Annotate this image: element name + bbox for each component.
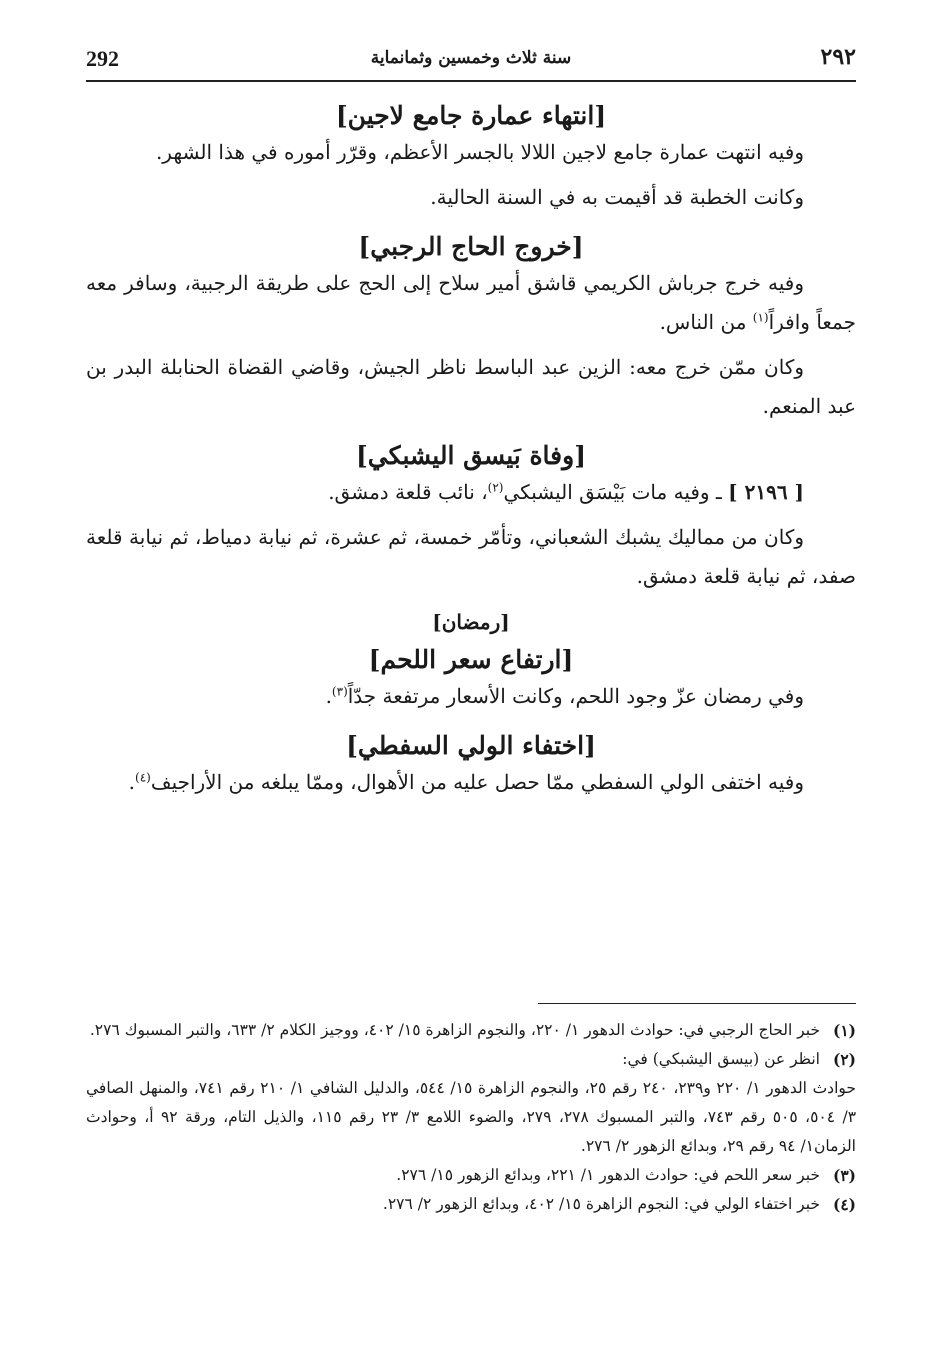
paragraph: وفيه اختفى الولي السفطي ممّا حصل عليه من الأهوال، وممّا يبلغه من الأراجيف$^{(٤)}$. bbox=[128, 770, 804, 794]
page-header bbox=[86, 44, 856, 80]
paragraph: وفيه خرج جرباش الكريمي قاشق أمير سلاح إلى الحج على طريقة الرجبية، وسافر معه جمعاً وافراً$^{(١)}$ من الناس. bbox=[86, 271, 856, 334]
running-title: سنة ثلاث وخمسين وثمانماية bbox=[370, 48, 572, 68]
footnote-text: انظر عن (بيسق اليشبكي) في: bbox=[622, 1050, 820, 1068]
footnotes bbox=[86, 1016, 856, 1219]
footnote-2 bbox=[86, 1045, 856, 1074]
section-heading-baysaq-death: [وفاة بَيسق اليشبكي] bbox=[355, 441, 587, 470]
month-heading-ramadan: [رمضان] bbox=[432, 610, 510, 634]
footnote-ref[interactable]: (٤) bbox=[135, 770, 151, 785]
footnote-text: خبر سعر اللحم في: حوادث الدهور ١/ ٢٢١، وبدائع الزهور ١٥/ ٢٧٦. bbox=[396, 1166, 820, 1184]
footnote-number: (٢) bbox=[832, 1050, 856, 1069]
section-heading-saftee-disappearance: [اختفاء الولي السفطي] bbox=[346, 731, 596, 760]
page-number-arabic: ٢٩٢ bbox=[820, 44, 856, 70]
footnote-rule bbox=[538, 1003, 856, 1004]
header-rule bbox=[86, 80, 856, 82]
section-heading-meat-price: [ارتفاع سعر اللحم] bbox=[368, 645, 574, 674]
footnote-ref[interactable]: (١) bbox=[752, 310, 769, 325]
paragraph: وكان من مماليك يشبك الشعباني، وتأمّر خمسة، ثم عشرة، ثم نيابة دمياط، ثم نيابة قلعة صفد، ثم نيابة قلعة دمشق. bbox=[86, 525, 856, 588]
paragraph: وفي رمضان عزّ وجود اللحم، وكانت الأسعار مرتفعة جدّاً$^{(٣)}$. bbox=[325, 684, 804, 708]
paragraph: وفيه انتهت عمارة جامع لاجين اللالا بالجسر الأعظم، وقرّر أموره في هذا الشهر. bbox=[155, 140, 804, 164]
footnote-ref[interactable]: (٣) bbox=[331, 684, 348, 699]
paragraph: [ ٢١٩٦ ] ـ وفيه مات بَيْسَق اليشبكي$^{(٢)}$، نائب قلعة دمشق. bbox=[328, 480, 804, 504]
footnote-4 bbox=[86, 1190, 856, 1219]
footnote-text: خبر اختفاء الولي في: النجوم الزاهرة ١٥/ ٤٠٢، وبدائع الزهور ٢/ ٢٧٦. bbox=[382, 1195, 820, 1213]
section-heading-lajin-mosque: [انتهاء عمارة جامع لاجين] bbox=[335, 101, 607, 130]
footnote-3 bbox=[86, 1161, 856, 1190]
paragraph: وكان ممّن خرج معه: الزين عبد الباسط ناظر الجيش، وقاضي القضاة الحنابلة البدر بن عبد المنعم. bbox=[86, 355, 856, 418]
footnote-2-continuation: حوادث الدهور ١/ ٢٢٠ و٢٣٩، ٢٤٠ رقم ٢٥، والنجوم الزاهرة ١٥/ ٥٤٤، والدليل الشافي ١/ ٢١٠ رقم ٧٤١، والمنهل الصافي ٣/ ٥٠٤، ٥٠٥ رقم ٧٤٣، والتبر المسبوك ٢٧٨، ٢٧٩، والضوء اللامع ٣/ ٢٣ رقم ١١٥، والذيل التام، ورقة ٩٢ أ، وحوادث الزمان١/ ٩٤ رقم ٢٩، وبدائع الزهور ٢/ ٢٧٦. bbox=[86, 1079, 857, 1155]
page-number-latin: 292 bbox=[86, 46, 119, 71]
paragraph: وكانت الخطبة قد أقيمت به في السنة الحالية. bbox=[430, 185, 804, 209]
footnote-1 bbox=[86, 1016, 856, 1045]
footnote-number: (٣) bbox=[832, 1166, 856, 1185]
footnote-ref[interactable]: (٢) bbox=[487, 480, 504, 495]
section-heading-rajabi-pilgrims: [خروج الحاج الرجبي] bbox=[358, 232, 584, 261]
entry-number: [ ٢١٩٦ ] bbox=[728, 480, 804, 504]
footnote-number: (١) bbox=[832, 1021, 856, 1040]
main-text bbox=[86, 98, 856, 802]
footnote-number: (٤) bbox=[832, 1195, 856, 1214]
footnote-text: خبر الحاج الرجبي في: حوادث الدهور ١/ ٢٢٠، والنجوم الزاهرة ١٥/ ٤٠٢، ووجيز الكلام ٢/ ٦٣٣، والتبر المسبوك ٢٧٦. bbox=[89, 1021, 820, 1039]
